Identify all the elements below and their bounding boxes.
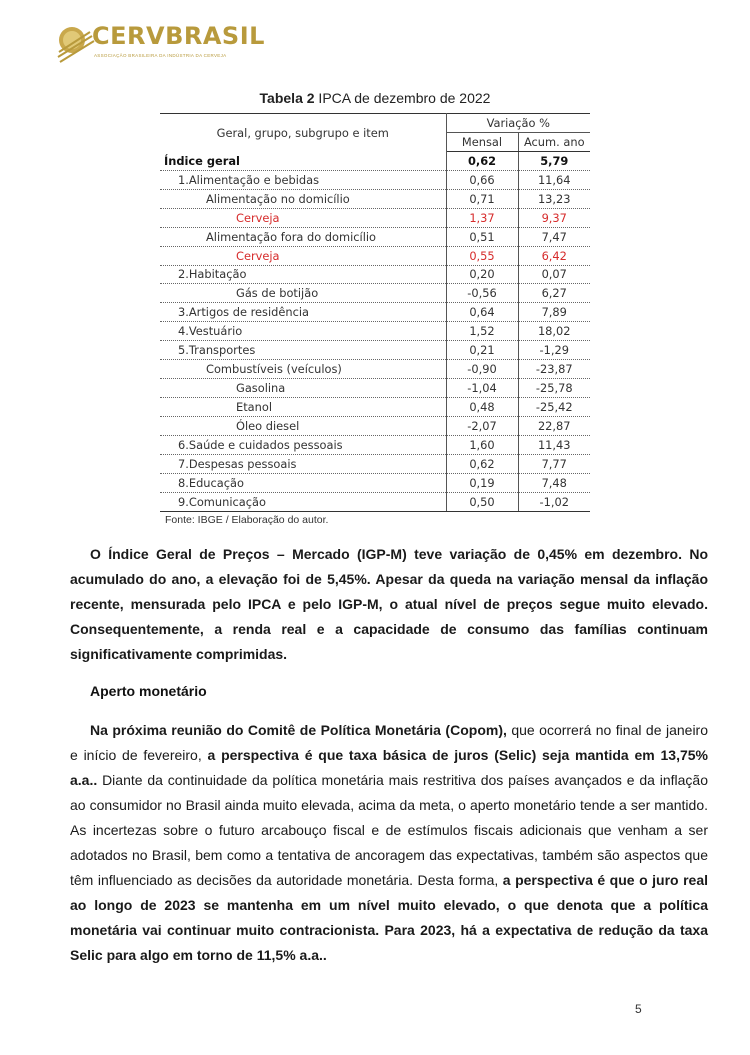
row-annual: 7,89 xyxy=(518,303,590,322)
table-title xyxy=(160,90,590,106)
row-label: 7.Despesas pessoais xyxy=(160,454,446,473)
row-annual: -1,02 xyxy=(518,492,590,511)
logo-subtitle: ASSOCIAÇÃO BRASILEIRA DA INDÚSTRIA DA CERVEJA xyxy=(94,53,227,58)
row-label: 6.Saúde e cuidados pessoais xyxy=(160,435,446,454)
table-row xyxy=(160,360,590,379)
row-monthly: 0,50 xyxy=(446,492,518,511)
row-annual: 6,27 xyxy=(518,284,590,303)
row-annual: 11,64 xyxy=(518,170,590,189)
row-monthly: 0,62 xyxy=(446,454,518,473)
page-number: 5 xyxy=(635,1002,642,1016)
row-monthly: 0,20 xyxy=(446,265,518,284)
col-header-variation: Variação % xyxy=(446,114,590,133)
paragraph-copom-s1: Na próxima reunião do Comitê de Política Monetária (Copom), xyxy=(90,722,507,738)
row-monthly: -1,04 xyxy=(446,379,518,398)
table-source: Fonte: IBGE / Elaboração do autor. xyxy=(165,514,329,526)
table-row xyxy=(160,341,590,360)
row-label: 2.Habitação xyxy=(160,265,446,284)
table-row xyxy=(160,170,590,189)
table-title-number: Tabela 2 xyxy=(259,90,315,106)
row-annual: 9,37 xyxy=(518,208,590,227)
section-heading: Aperto monetário xyxy=(90,683,207,699)
table-row xyxy=(160,265,590,284)
table-row xyxy=(160,454,590,473)
table-row xyxy=(160,303,590,322)
row-monthly: 0,51 xyxy=(446,227,518,246)
col-header-annual: Acum. ano xyxy=(518,132,590,151)
row-monthly: -2,07 xyxy=(446,417,518,436)
row-annual: 5,79 xyxy=(518,151,590,170)
row-monthly: -0,56 xyxy=(446,284,518,303)
row-annual: 7,77 xyxy=(518,454,590,473)
row-annual: 11,43 xyxy=(518,435,590,454)
row-monthly: 0,48 xyxy=(446,398,518,417)
row-label: 1.Alimentação e bebidas xyxy=(160,170,446,189)
row-label: 8.Educação xyxy=(160,473,446,492)
paragraph-igpm: O Índice Geral de Preços – Mercado (IGP-M) teve variação de 0,45% em dezembro. No acumulado do ano, a elevação foi de 5,45%. Apesar da queda na variação mensal da inflação recente, mensurada pelo IPCA e pelo IGP-M, o atual nível de preços segue muito elevado. Consequentemente, a renda real e a capacidade de consumo das famílias continuam significativamente comprimidas. xyxy=(70,546,708,662)
row-monthly: -0,90 xyxy=(446,360,518,379)
row-label: Cerveja xyxy=(160,246,446,265)
row-annual: 7,47 xyxy=(518,227,590,246)
paragraph-copom xyxy=(70,718,708,968)
table-row xyxy=(160,417,590,436)
row-annual: 7,48 xyxy=(518,473,590,492)
row-label: 9.Comunicação xyxy=(160,492,446,511)
row-monthly: 0,55 xyxy=(446,246,518,265)
row-label: 5.Transportes xyxy=(160,341,446,360)
table-title-text: IPCA de dezembro de 2022 xyxy=(314,90,491,106)
row-monthly: 1,52 xyxy=(446,322,518,341)
table-row xyxy=(160,398,590,417)
row-monthly: 0,19 xyxy=(446,473,518,492)
table-row xyxy=(160,473,590,492)
row-label: 4.Vestuário xyxy=(160,322,446,341)
row-annual: 0,07 xyxy=(518,265,590,284)
row-monthly: 0,21 xyxy=(446,341,518,360)
col-header-monthly: Mensal xyxy=(446,132,518,151)
paragraph-copom-s5: a perspectiva é que o juro real ao longo de 2023 se mantenha em um nível muito elevado, o que denota que a política monetária vai continuar muito contracionista. Para 2023, há a expectativa de redução da taxa Selic para algo em torno de 11,5% a.a.. xyxy=(70,872,708,963)
row-label: Combustíveis (veículos) xyxy=(160,360,446,379)
row-label: Etanol xyxy=(160,398,446,417)
paragraph-copom-s3: a perspectiva é que taxa básica de juros (Selic) seja mantida em 13,75% a.a.. xyxy=(70,747,708,788)
row-monthly: 1,60 xyxy=(446,435,518,454)
row-label: 3.Artigos de residência xyxy=(160,303,446,322)
row-annual: 13,23 xyxy=(518,189,590,208)
row-monthly: 0,66 xyxy=(446,170,518,189)
row-label: Gasolina xyxy=(160,379,446,398)
row-label: Óleo diesel xyxy=(160,417,446,436)
row-annual: 18,02 xyxy=(518,322,590,341)
row-monthly: 0,71 xyxy=(446,189,518,208)
table-row xyxy=(160,208,590,227)
logo-text: CERVBRASIL xyxy=(92,22,265,50)
ipca-table xyxy=(160,113,590,512)
table-row xyxy=(160,189,590,208)
table-row xyxy=(160,227,590,246)
col-header-group: Geral, grupo, subgrupo e item xyxy=(160,114,446,152)
row-monthly: 1,37 xyxy=(446,208,518,227)
table-row xyxy=(160,246,590,265)
table-body xyxy=(160,151,590,511)
row-annual: -25,78 xyxy=(518,379,590,398)
row-annual: -23,87 xyxy=(518,360,590,379)
table-row xyxy=(160,492,590,511)
row-label: Alimentação no domicílio xyxy=(160,189,446,208)
row-label: Índice geral xyxy=(160,151,446,170)
row-label: Alimentação fora do domicílio xyxy=(160,227,446,246)
row-annual: 22,87 xyxy=(518,417,590,436)
table-row xyxy=(160,284,590,303)
row-annual: -25,42 xyxy=(518,398,590,417)
row-monthly: 0,64 xyxy=(446,303,518,322)
table-row xyxy=(160,435,590,454)
table-row xyxy=(160,151,590,170)
table-row xyxy=(160,322,590,341)
row-annual: 6,42 xyxy=(518,246,590,265)
row-monthly: 0,62 xyxy=(446,151,518,170)
paragraph-copom-s2: que ocorrerá no final de janeiro e início de fevereiro, xyxy=(70,722,708,763)
row-annual: -1,29 xyxy=(518,341,590,360)
row-label: Cerveja xyxy=(160,208,446,227)
table-row xyxy=(160,379,590,398)
paragraph-copom-s4: Diante da continuidade da política monetária mais restritiva dos países avançados e da inflação ao consumidor no Brasil ainda muito elevada, acima da meta, o aperto monetário tende a ser mantido. As incertezas sobre o futuro arcabouço fiscal e de estímulos fiscais adicionais que venham a ser adotados no Brasil, bem como a tentativa de ancoragem das expectativas, também são aspectos que têm influenciado as decisões da autoridade monetária. Desta forma, xyxy=(70,772,708,888)
row-label: Gás de botijão xyxy=(160,284,446,303)
cervbrasil-logo xyxy=(56,20,265,72)
